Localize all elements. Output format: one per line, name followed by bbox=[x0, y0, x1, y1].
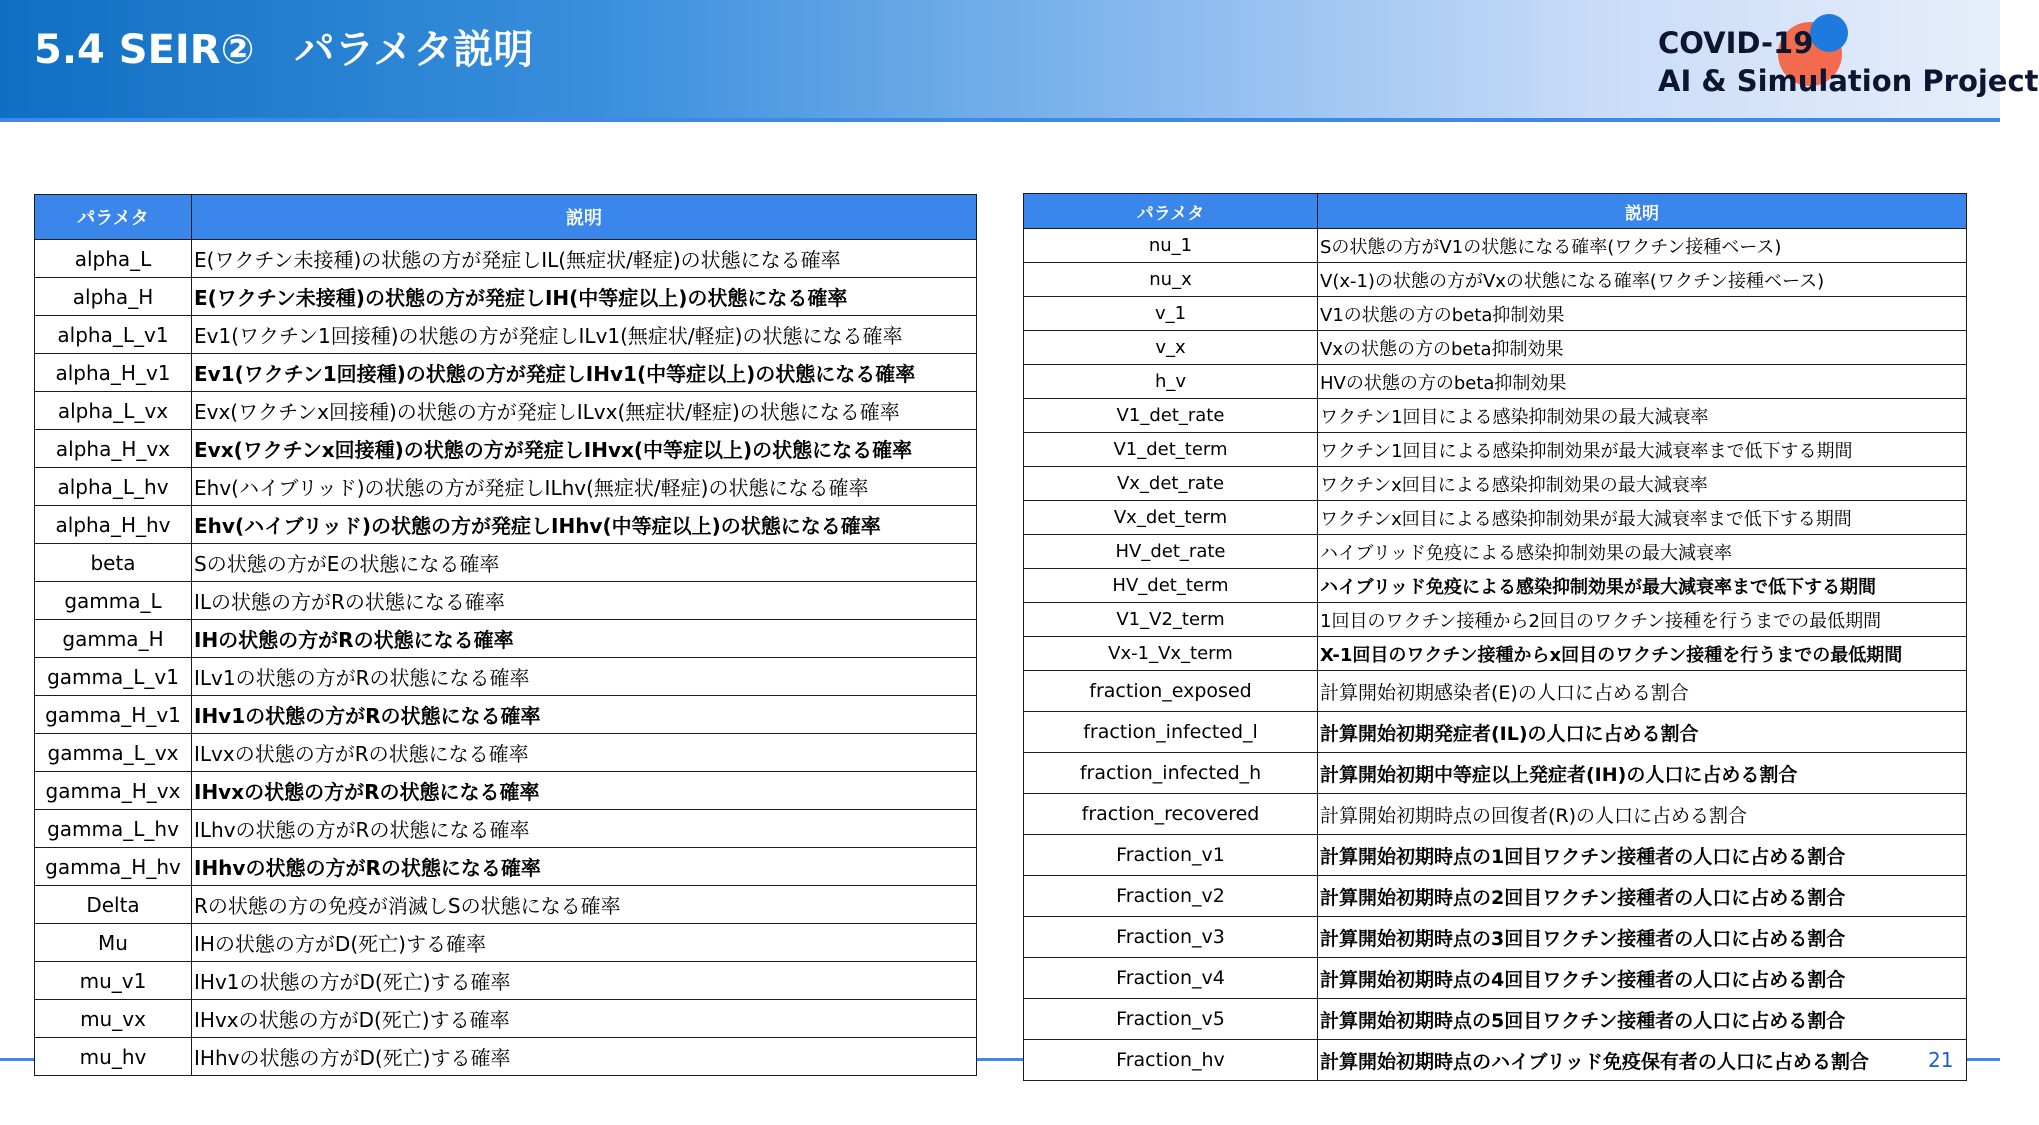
parameter-description-cell: X-1回目のワクチン接種からx回目のワクチン接種を行うまでの最低期間 bbox=[1318, 637, 1967, 671]
parameter-description-cell: 計算開始初期時点の5回目ワクチン接種者の人口に占める割合 bbox=[1318, 999, 1967, 1040]
column-header-parameter: パラメタ bbox=[1024, 194, 1318, 229]
parameter-name-cell: alpha_L bbox=[35, 240, 192, 278]
parameter-description-cell: Ehv(ハイブリッド)の状態の方が発症しIHhv(中等症以上)の状態になる確率 bbox=[192, 506, 977, 544]
parameter-name-cell: Fraction_v3 bbox=[1024, 917, 1318, 958]
parameter-name-cell: Fraction_v1 bbox=[1024, 835, 1318, 876]
parameter-description-cell: E(ワクチン未接種)の状態の方が発症しIL(無症状/軽症)の状態になる確率 bbox=[192, 240, 977, 278]
parameter-name-cell: alpha_H_hv bbox=[35, 506, 192, 544]
table-row bbox=[1024, 399, 1967, 433]
table-row bbox=[1024, 794, 1967, 835]
parameter-name-cell: Fraction_v2 bbox=[1024, 876, 1318, 917]
parameter-description-cell: Sの状態の方がV1の状態になる確率(ワクチン接種ベース) bbox=[1318, 229, 1967, 263]
parameter-description-cell: IHhvの状態の方がD(死亡)する確率 bbox=[192, 1038, 977, 1076]
table-row bbox=[35, 848, 977, 886]
parameter-description-cell: Ev1(ワクチン1回接種)の状態の方が発症しIHv1(中等症以上)の状態になる確率 bbox=[192, 354, 977, 392]
parameter-description-cell: 計算開始初期中等症以上発症者(IH)の人口に占める割合 bbox=[1318, 753, 1967, 794]
parameter-name-cell: fraction_recovered bbox=[1024, 794, 1318, 835]
table-row bbox=[1024, 467, 1967, 501]
parameter-name-cell: beta bbox=[35, 544, 192, 582]
table-row bbox=[35, 734, 977, 772]
parameter-name-cell: gamma_H bbox=[35, 620, 192, 658]
table-row bbox=[1024, 712, 1967, 753]
parameter-description-cell: ワクチンx回目による感染抑制効果の最大減衰率 bbox=[1318, 467, 1967, 501]
parameter-description-cell: ハイブリッド免疫による感染抑制効果の最大減衰率 bbox=[1318, 535, 1967, 569]
parameter-description-cell: IHの状態の方がD(死亡)する確率 bbox=[192, 924, 977, 962]
parameter-name-cell: mu_v1 bbox=[35, 962, 192, 1000]
table-row bbox=[35, 430, 977, 468]
parameter-name-cell: HV_det_term bbox=[1024, 569, 1318, 603]
parameter-name-cell: gamma_L_v1 bbox=[35, 658, 192, 696]
table-row bbox=[1024, 263, 1967, 297]
parameter-name-cell: alpha_H_v1 bbox=[35, 354, 192, 392]
table-row bbox=[35, 316, 977, 354]
parameter-table-right bbox=[1023, 193, 1967, 1081]
table-row bbox=[1024, 671, 1967, 712]
table-row bbox=[1024, 229, 1967, 263]
parameter-description-cell: 計算開始初期時点の回復者(R)の人口に占める割合 bbox=[1318, 794, 1967, 835]
table-header-row bbox=[35, 195, 977, 240]
parameter-description-cell: ワクチン1回目による感染抑制効果が最大減衰率まで低下する期間 bbox=[1318, 433, 1967, 467]
header-divider bbox=[0, 118, 2000, 122]
parameter-name-cell: V1_V2_term bbox=[1024, 603, 1318, 637]
column-header-description: 説明 bbox=[1318, 194, 1967, 229]
parameter-description-cell: ILvxの状態の方がRの状態になる確率 bbox=[192, 734, 977, 772]
table-row bbox=[1024, 999, 1967, 1040]
parameter-description-cell: ワクチンx回目による感染抑制効果が最大減衰率まで低下する期間 bbox=[1318, 501, 1967, 535]
page-number: 21 bbox=[1928, 1048, 1954, 1072]
table-row bbox=[1024, 917, 1967, 958]
parameter-description-cell: 計算開始初期時点の1回目ワクチン接種者の人口に占める割合 bbox=[1318, 835, 1967, 876]
table-row bbox=[1024, 331, 1967, 365]
parameter-name-cell: alpha_L_vx bbox=[35, 392, 192, 430]
table-row bbox=[35, 696, 977, 734]
table-row bbox=[35, 1038, 977, 1076]
parameter-description-cell: Rの状態の方の免疫が消滅しSの状態になる確率 bbox=[192, 886, 977, 924]
table-row bbox=[35, 506, 977, 544]
table-row bbox=[1024, 569, 1967, 603]
column-header-description: 説明 bbox=[192, 195, 977, 240]
parameter-description-cell: IHvxの状態の方がD(死亡)する確率 bbox=[192, 1000, 977, 1038]
parameter-description-cell: 計算開始初期時点の3回目ワクチン接種者の人口に占める割合 bbox=[1318, 917, 1967, 958]
table-row bbox=[35, 544, 977, 582]
table-row bbox=[35, 886, 977, 924]
parameter-description-cell: IHv1の状態の方がRの状態になる確率 bbox=[192, 696, 977, 734]
table-row bbox=[35, 772, 977, 810]
table-row bbox=[1024, 753, 1967, 794]
column-header-parameter: パラメタ bbox=[35, 195, 192, 240]
table-row bbox=[1024, 297, 1967, 331]
logo-text-line2: AI & Simulation Project bbox=[1658, 64, 2039, 98]
table-row bbox=[1024, 501, 1967, 535]
table-row bbox=[35, 278, 977, 316]
table-row bbox=[35, 620, 977, 658]
parameter-name-cell: V1_det_rate bbox=[1024, 399, 1318, 433]
parameter-name-cell: alpha_H_vx bbox=[35, 430, 192, 468]
parameter-description-cell: ILの状態の方がRの状態になる確率 bbox=[192, 582, 977, 620]
parameter-description-cell: Ev1(ワクチン1回接種)の状態の方が発症しILv1(無症状/軽症)の状態になる確率 bbox=[192, 316, 977, 354]
parameter-description-cell: Ehv(ハイブリッド)の状態の方が発症しILhv(無症状/軽症)の状態になる確率 bbox=[192, 468, 977, 506]
footer-divider-left bbox=[0, 1058, 34, 1061]
table-row bbox=[1024, 637, 1967, 671]
footer-divider-right bbox=[1966, 1058, 2000, 1061]
parameter-description-cell: 計算開始初期時点の2回目ワクチン接種者の人口に占める割合 bbox=[1318, 876, 1967, 917]
parameter-name-cell: mu_hv bbox=[35, 1038, 192, 1076]
parameter-name-cell: Vx_det_rate bbox=[1024, 467, 1318, 501]
table-row bbox=[35, 1000, 977, 1038]
parameter-name-cell: alpha_L_v1 bbox=[35, 316, 192, 354]
table-row bbox=[1024, 835, 1967, 876]
parameter-name-cell: fraction_infected_h bbox=[1024, 753, 1318, 794]
logo-text-line1: COVID-19 bbox=[1658, 26, 1814, 60]
parameter-name-cell: gamma_L bbox=[35, 582, 192, 620]
page-title: 5.4 SEIR② パラメタ説明 bbox=[34, 27, 534, 73]
parameter-description-cell: IHv1の状態の方がD(死亡)する確率 bbox=[192, 962, 977, 1000]
table-row bbox=[1024, 958, 1967, 999]
parameter-description-cell: 計算開始初期時点のハイブリッド免疫保有者の人口に占める割合 bbox=[1318, 1040, 1967, 1081]
table-body bbox=[35, 240, 977, 1076]
parameter-description-cell: V1の状態の方のbeta抑制効果 bbox=[1318, 297, 1967, 331]
parameter-name-cell: gamma_H_hv bbox=[35, 848, 192, 886]
parameter-name-cell: v_1 bbox=[1024, 297, 1318, 331]
parameter-description-cell: Evx(ワクチンx回接種)の状態の方が発症しILvx(無症状/軽症)の状態になる確率 bbox=[192, 392, 977, 430]
parameter-description-cell: 計算開始初期時点の4回目ワクチン接種者の人口に占める割合 bbox=[1318, 958, 1967, 999]
header-bar bbox=[0, 0, 2039, 118]
table-row bbox=[35, 392, 977, 430]
footer-divider-middle bbox=[976, 1058, 1023, 1061]
parameter-name-cell: gamma_L_vx bbox=[35, 734, 192, 772]
parameter-description-cell: HVの状態の方のbeta抑制効果 bbox=[1318, 365, 1967, 399]
parameter-name-cell: Delta bbox=[35, 886, 192, 924]
parameter-description-cell: Evx(ワクチンx回接種)の状態の方が発症しIHvx(中等症以上)の状態になる確率 bbox=[192, 430, 977, 468]
parameter-description-cell: IHの状態の方がRの状態になる確率 bbox=[192, 620, 977, 658]
parameter-description-cell: 1回目のワクチン接種から2回目のワクチン接種を行うまでの最低期間 bbox=[1318, 603, 1967, 637]
table-row bbox=[1024, 876, 1967, 917]
parameter-name-cell: gamma_H_vx bbox=[35, 772, 192, 810]
parameter-table-left bbox=[34, 194, 977, 1076]
parameter-name-cell: nu_x bbox=[1024, 263, 1318, 297]
parameter-name-cell: alpha_H bbox=[35, 278, 192, 316]
table-body bbox=[1024, 229, 1967, 1081]
parameter-name-cell: Mu bbox=[35, 924, 192, 962]
parameter-name-cell: nu_1 bbox=[1024, 229, 1318, 263]
parameter-description-cell: ハイブリッド免疫による感染抑制効果が最大減衰率まで低下する期間 bbox=[1318, 569, 1967, 603]
logo-blue-circle-icon bbox=[1810, 14, 1848, 52]
table-row bbox=[1024, 535, 1967, 569]
parameter-description-cell: Vxの状態の方のbeta抑制効果 bbox=[1318, 331, 1967, 365]
table-row bbox=[1024, 1040, 1967, 1081]
table-row bbox=[1024, 365, 1967, 399]
parameter-name-cell: HV_det_rate bbox=[1024, 535, 1318, 569]
parameter-name-cell: Fraction_v4 bbox=[1024, 958, 1318, 999]
table-row bbox=[35, 810, 977, 848]
table-row bbox=[1024, 433, 1967, 467]
table-row bbox=[35, 658, 977, 696]
table-row bbox=[35, 240, 977, 278]
parameter-description-cell: IHvxの状態の方がRの状態になる確率 bbox=[192, 772, 977, 810]
parameter-description-cell: IHhvの状態の方がRの状態になる確率 bbox=[192, 848, 977, 886]
table-row bbox=[35, 582, 977, 620]
parameter-name-cell: gamma_L_hv bbox=[35, 810, 192, 848]
parameter-name-cell: gamma_H_v1 bbox=[35, 696, 192, 734]
table-row bbox=[35, 468, 977, 506]
parameter-name-cell: Fraction_hv bbox=[1024, 1040, 1318, 1081]
parameter-name-cell: v_x bbox=[1024, 331, 1318, 365]
parameter-name-cell: Vx_det_term bbox=[1024, 501, 1318, 535]
covid19-logo bbox=[1650, 8, 2039, 118]
table-row bbox=[35, 924, 977, 962]
table-header-row bbox=[1024, 194, 1967, 229]
parameter-description-cell: ワクチン1回目による感染抑制効果の最大減衰率 bbox=[1318, 399, 1967, 433]
parameter-name-cell: mu_vx bbox=[35, 1000, 192, 1038]
parameter-description-cell: 計算開始初期発症者(IL)の人口に占める割合 bbox=[1318, 712, 1967, 753]
parameter-name-cell: alpha_L_hv bbox=[35, 468, 192, 506]
parameter-name-cell: h_v bbox=[1024, 365, 1318, 399]
parameter-description-cell: V(x-1)の状態の方がVxの状態になる確率(ワクチン接種ベース) bbox=[1318, 263, 1967, 297]
table-row bbox=[35, 354, 977, 392]
parameter-name-cell: Fraction_v5 bbox=[1024, 999, 1318, 1040]
parameter-description-cell: ILhvの状態の方がRの状態になる確率 bbox=[192, 810, 977, 848]
table-row bbox=[1024, 603, 1967, 637]
parameter-name-cell: fraction_exposed bbox=[1024, 671, 1318, 712]
table-row bbox=[35, 962, 977, 1000]
parameter-name-cell: fraction_infected_l bbox=[1024, 712, 1318, 753]
parameter-name-cell: Vx-1_Vx_term bbox=[1024, 637, 1318, 671]
parameter-name-cell: V1_det_term bbox=[1024, 433, 1318, 467]
parameter-description-cell: 計算開始初期感染者(E)の人口に占める割合 bbox=[1318, 671, 1967, 712]
parameter-description-cell: E(ワクチン未接種)の状態の方が発症しIH(中等症以上)の状態になる確率 bbox=[192, 278, 977, 316]
parameter-description-cell: Sの状態の方がEの状態になる確率 bbox=[192, 544, 977, 582]
parameter-description-cell: ILv1の状態の方がRの状態になる確率 bbox=[192, 658, 977, 696]
